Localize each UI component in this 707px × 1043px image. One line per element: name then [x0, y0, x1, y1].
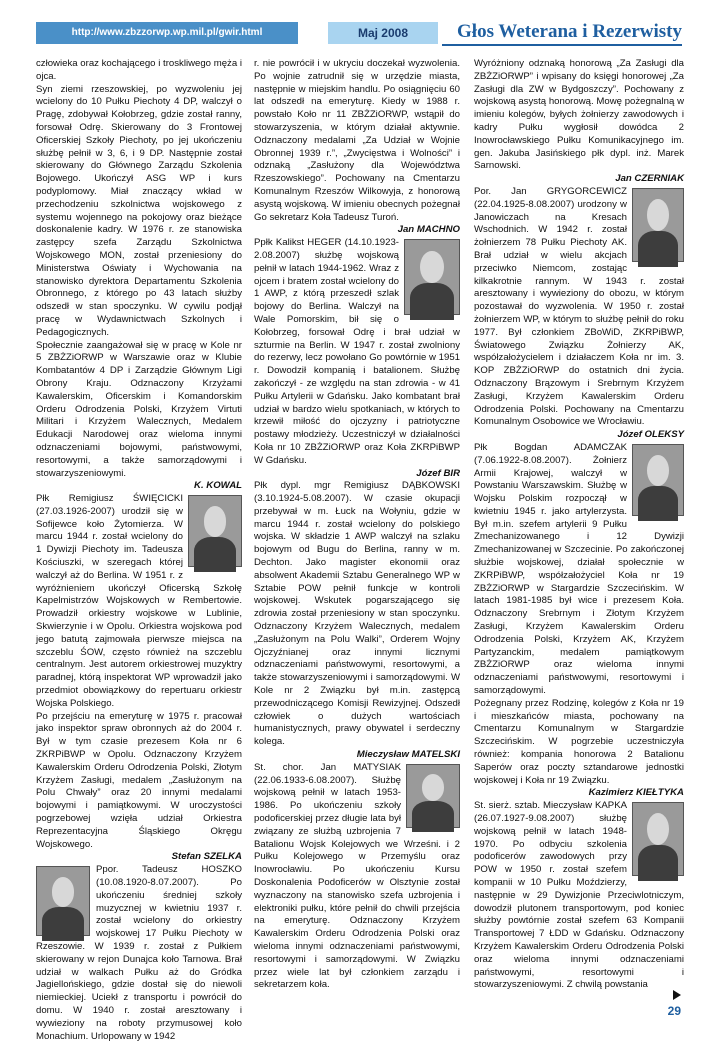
signature: Stefan SZELKA: [171, 851, 242, 863]
paragraph: Wyróżniony odznaką honorową „Za Zasługi dla ZBŻZiORWP” i wpisany do księgi honorowej „Za Zasługi dla ZW w Bydgoszczy”. Pochowany z wojskową asystą honorową. Mowę pożegnalną w imieniu kolegów, byłych żołnierzy zawodowych i kadry Pułku wygłosił dowódca 2 Inowrocławskiego Pułku Komunikacyjnego im. gen. Jakuba Jasińskiego płk dypl. inż. Marek Sarnowski.: [474, 58, 684, 172]
portrait-grygorcewicz: [632, 188, 684, 262]
paragraph: Ppor. Tadeusz HOSZKO (10.08.1920-8.07.2007). Po ukończeniu średniej szkoły muzycznej w kwietniu 1937 r. został wcielony do orkiestry wojskowej 17 Pułku Piechoty w Rzeszowie. W 1939 r. został z Pułkiem skierowany w rejon Dunajca koło Tarnowa. Brał udział w walkach Pułku aż do Gródka Jagiellońskiego, gdzie dostał się do niewoli niemieckiej. Uciekł z transportu i powrócił do domu. W 1940 r. został aresztowany i wywieziony na roboty przymusowej koło Monachium. Urlopowany w 1942: [36, 864, 242, 1042]
paragraph: St. chor. Jan MATYSIAK (22.06.1933-6.08.2007). Służbę wojskową pełnił w latach 1953-1986. Po ukończeniu szkoły podoficerskiej przez długie lata był związany ze służbą uzbrojenia 7 Batalionu Wojsk Kolejowych we Wrześni. i 2 Pułku Kolejowego w Przemyślu oraz Inowrocławiu. Po ukończeniu Kursu Doskonalenia Podoficerów w Olsztynie został wyznaczony na stanowisko szefa uzbrojenia i elektroniki pułku, które pełnił do chwili przejścia na emeryturę. Odznaczony Krzyżem Kawalerskim Orderu Odrodzenia Polski oraz wieloma innymi odznaczeniami państwowymi, resortowymi i samorządowymi. W Związku przez wiele lat był członkiem zarządu i sekretarzem koła.: [254, 761, 460, 991]
paragraph: Po przejściu na emeryturę w 1975 r. pracował jako inspektor spraw obronnych aż do 2004 r. Był w tym czasie prezesem Koła nr 6 ZKRPiBWP w Opolu. Odznaczony Krzyżem Kawalerskim Orderu Odrodzenia Polski, Złotym Krzyżem Zasługi, medalem „Zasłużonym na Polu Chwały” oraz 20 innymi medalami bojowymi i pamiątkowymi. W uroczystości pogrzebowej wzięła udział Orkiestra Reprezentacyjna Śląskiego Okręgu Wojskowego.: [36, 710, 242, 850]
column-2: [254, 58, 460, 992]
paragraph: Syn ziemi rzeszowskiej, po wyzwoleniu jej wcielony do 10 Pułku Piechoty 4 DP, walczył o Pragę, zdobywał Kołobrzeg, gdzie został ranny, forsował Odrę. Skierowany do 3 Frontowej Oficerskiej Szkoły Piechoty, po jej ukończeniu służbę pełnił w 3, 6, i 9 DP. Następnie został skierowany do Głównego Zarządu Szkolenia Bojowego. Ukończył ASG WP i kurs podyplomowy. Miał znaczący wkład w przechodzeniu szkolnictwa wojskowego z systemu wojennego na pokojowy oraz bieżące doskonalenie kadry. W 1976 r. ze stanowiska zastępcy szefa Zarządu Szkolnictwa Wojskowego MON, został przeniesiony do Ministerstwa Oświaty i Wychowania na stanowisko dyrektora Departamentu Szkolenia Obronnego, z którego po 43 latach służby odszedł w stan spoczynku. W cywilu podjął pracę w Wydawnictwach Szkolnych i Pedagogicznych.: [36, 83, 242, 338]
magazine-title: Głos Weterana i Rezerwisty: [442, 18, 682, 46]
portrait-heger: [404, 239, 460, 315]
paragraph: Por. Jan GRYGORCEWICZ (22.04.1925-8.08.2007) urodzony w Janowiczach na Kresach Wschodnich. W 1942 r. został żołnierzem 78 Pułku Piechoty AK. Brał udział w wielu akcjach przeciwko Niemcom, zostając kilkakrotnie rannym. W 1943 r. został aresztowany i wywieziony do obozu, w którym pozostawał do wyzwolenia. W 1950 r. został żołnierzem WP, w którym to służbę pełnił do roku 1977. Był członkiem ZBoWiD, ZKRPiBWP, Światowego Związku Żołnierzy AK, współzałożycielem i działaczem Koła nr im. 3. KOP ZBŻZiORWP do ostatnich dni życia. Odznaczony Brązowym i Srebrnym Krzyżem Zasługi, Krzyżem Kawalerskim Orderu Odrodzenia Polski. Pochowany na Cmentarzu Komunalnym Osobowice we Wrocławiu.: [474, 185, 684, 428]
signature: Jan MACHNO: [397, 224, 460, 236]
paragraph: Płk Remigiusz ŚWIĘCICKI (27.03.1926-2007) urodził się w Sofijewce koło Żytomierza. W marcu 1944 r. został wcielony do 1 Dywizji Piechoty im. Tadeusza Kościuszki, w szeregach której walczył aż do Berlina. W 1951 r. z wyróżnieniem ukończył Oficerską Szkołę Kapelmistrzów Wojskowych w Rembertowie. Prowadził orkiestry wojskowe w Lublinie, Skwierzynie i w Opolu. Orkiestra wojskowa pod jego batutą zajmowała pierwsze miejsca na szczeblu ŚOW, często również na szczeblu centralnym. Jest autorem orkiestrowej muzyktry paradnej, którą inspektorat WP wprowadził jako przedmiot obowiązkowy do repertuaru orkiestr Wojska Polskiego.: [36, 493, 242, 709]
signature: Józef BIR: [416, 467, 460, 479]
portrait-hoszko: [36, 866, 90, 936]
header-date: Maj 2008: [328, 22, 438, 44]
column-1: [36, 58, 242, 1043]
portrait-adamczak: [632, 444, 684, 516]
paragraph: Płk Bogdan ADAMCZAK (7.06.1922-8.08.2007). Żołnierz Armii Krajowej, walczył w Powstaniu Warszawskim. Służbę w Wojsku Polskim rozpoczął w kwietniu 1945 r. jako artylerzysta. Był m.in. szefem artylerii 9 Pułku Zmechanizowanego i 12 Dywizji Zmechanizowanej w Szczecinie. Po zakończonej służbie wojskowej, działał społecznie w ZKRPiBWP, współzałożyciel Koła nr 19 ZBŻZiORWP w Stargardzie Szczecińskim. W latach 1981-1985 był wice i prezesem Koła. Odznaczony Srebrnym i Złotym Krzyżem Zasługi, Krzyżem Kawalerskim Orderu Odrodzenia Polski, Krzyżem AK, Krzyżem Partyzanckim, medalem pamiątkowym ZBŻZiORWP oraz wieloma innymi odznaczeniami państwowymi, resortowymi i samorządowymi.: [474, 441, 684, 697]
page-number: 29: [667, 1004, 681, 1018]
portrait-swiecicki: [188, 495, 242, 567]
continue-arrow-icon: [673, 990, 681, 1000]
signature: Mieczysław MATELSKI: [356, 749, 460, 761]
signature: Jan CZERNIAK: [615, 173, 684, 185]
portrait-matysiak: [406, 764, 460, 828]
paragraph: r. nie powrócił i w ukryciu doczekał wyzwolenia. Po wojnie zatrudnił się w urzędzie miasta, następnie w miejskim handlu. Po osiągnięciu 60 lat odszedł na emeryturę. Kiedy w 1988 r. powstało Koło nr 11 ZBŻZiORWP, wstąpił do stowarzyszenia, w którym działał aktywnie. Odznaczony medalami „Za Udział w Wojnie Obronnej 1939 r.”, „Zwycięstwa i Wolności” i odznaką „Zasłużony dla Województwa Rzeszowskiego”. Pochowany na Cmentarzu Komunalnym Rzeszów Wilkowyja, z honorową asystą wojskową. W imieniu obecnych pożegnał Go sekretarz Koła Tadeusz Turoń.: [254, 58, 460, 223]
paragraph: człowieka oraz kochającego i troskliwego męża i ojca.: [36, 58, 242, 82]
signature: Józef OLEKSY: [617, 429, 684, 441]
signature: K. KOWAL: [194, 480, 242, 492]
paragraph: Pożegnany przez Rodzinę, kolegów z Koła nr 19 i mieszkańców miasta, pochowany na Cmentarzu Komunalnym w Stargardzie Szczecińskim. W pogrzebie uczestniczyła również: kompania honorowa 2 Batalionu Saperów oraz poczty sztandarowe jednostki wojskowej i Koła nr 19 Związku.: [474, 697, 684, 786]
paragraph: Płk dypl. mgr Remigiusz DĄBKOWSKI (3.10.1924-5.08.2007). W czasie okupacji przebywał w m. Łuck na Wołyniu, gdzie w marcu 1944 r. został wcielony do polskiego wojska. W składzie 1 AWP walczył na szlaku bojowym od Bugu do Berlina, ranny w m. Dechton. Jako magister ekonomii oraz absolwent Akademii Sztabu Generalnego WP w Sztabie POW pełnił funkcje w kontroli wojskowej. Wskutek pogarszającego się zdrowia został przeniesiony w stan spoczynku. Odznaczony Krzyżem Walecznych, medalem „Zasłużonym na Polu Walki”, Orderem Wojny Ojczyźnianej oraz innymi licznymi odznaczeniami państwowymi, resortowymi, a także stowarzyszeniowymi i samorządowymi. W Kole nr 2 Związku był m.in. zastępcą przewodniczącego Komisji Rewizyjnej. Odszedł człowiek o dużych wartościach humanistycznych, prawy obywatel i serdeczny kolega.: [254, 480, 460, 748]
portrait-kapka: [632, 802, 684, 876]
paragraph: St. sierż. sztab. Mieczysław KAPKA (26.07.1927-9.08.2007) służbę wojskową pełnił w latach 1948-1970. Po odbyciu szkolenia podoficerów zawodowych przy POW w 1950 r. został szefem kompanii w 10 Pułku Moździerzy, następnie w 29 Dywizjonie Przeciwlotniczym, dowodził plutonem transportowym, pod koniec służby powtórnie został szefem 63 Kompanii Transportowej 7 ŁDD w Gdańsku. Odznaczony Krzyżem Kawalerskim Orderu Odrodzenia Polski oraz wieloma innymi odznaczeniami państwowymi, resortowymi i stowarzyszeniowymi. Z chwilą powstania: [474, 800, 684, 991]
signature: Kazimierz KIEŁTYKA: [588, 787, 684, 799]
page-header: [36, 18, 682, 46]
header-url[interactable]: http://www.zbzzorwp.wp.mil.pl/gwir.html: [36, 22, 298, 44]
paragraph: Społecznie zaangażował się w pracę w Kole nr 5 ZBŻZiORWP w Warszawie oraz w Klubie Kombatantów 4 DP i Zarządzie Głównym Ligi Obrony Kraju. Odznaczony Krzyżami Kawalerskim, Oficerskim i Komandorskim Orderu Odrodzenia Polski, Krzyżem Virtuti Militari i Krzyżem Walecznych, Medalem Edukacji Narodowej oraz wieloma innymi odznaczeniami bojowymi, państwowymi, resortowymi, a także samorządowymi i stowarzyszeniowymi.: [36, 339, 242, 479]
column-3: [474, 58, 684, 992]
paragraph: Ppłk Kalikst HEGER (14.10.1923-2.08.2007) służbę wojskową pełnił w latach 1944-1962. Wraz z ojcem i bratem został wcielony do 1 AWP, z którą przeszedł szlak bojowy do Berlina. Walczył na Wale Pomorskim, bił się o Kołobrzeg, forsował Odrę i brał udział w szturmie na Berlin. W 1947 r. został zwolniony do rezerwy, lecz powołano Go powtórnie w 1951 r. Dowodził kompanią i batalionem. Służbę zakończył - ze względu na stan zdrowia - w 41 Pułku Artylerii w Gdańsku. Jako kombatant brał udział w bardzo wielu spotkaniach, w których to krzewił miłość do ojczyzny i patriotyczne postawy młodzieży. Uczestniczył w działalności Koła nr 10 ZBŻZiORWP oraz Koła ZKRPiBWP W Gdańsku.: [254, 237, 460, 466]
